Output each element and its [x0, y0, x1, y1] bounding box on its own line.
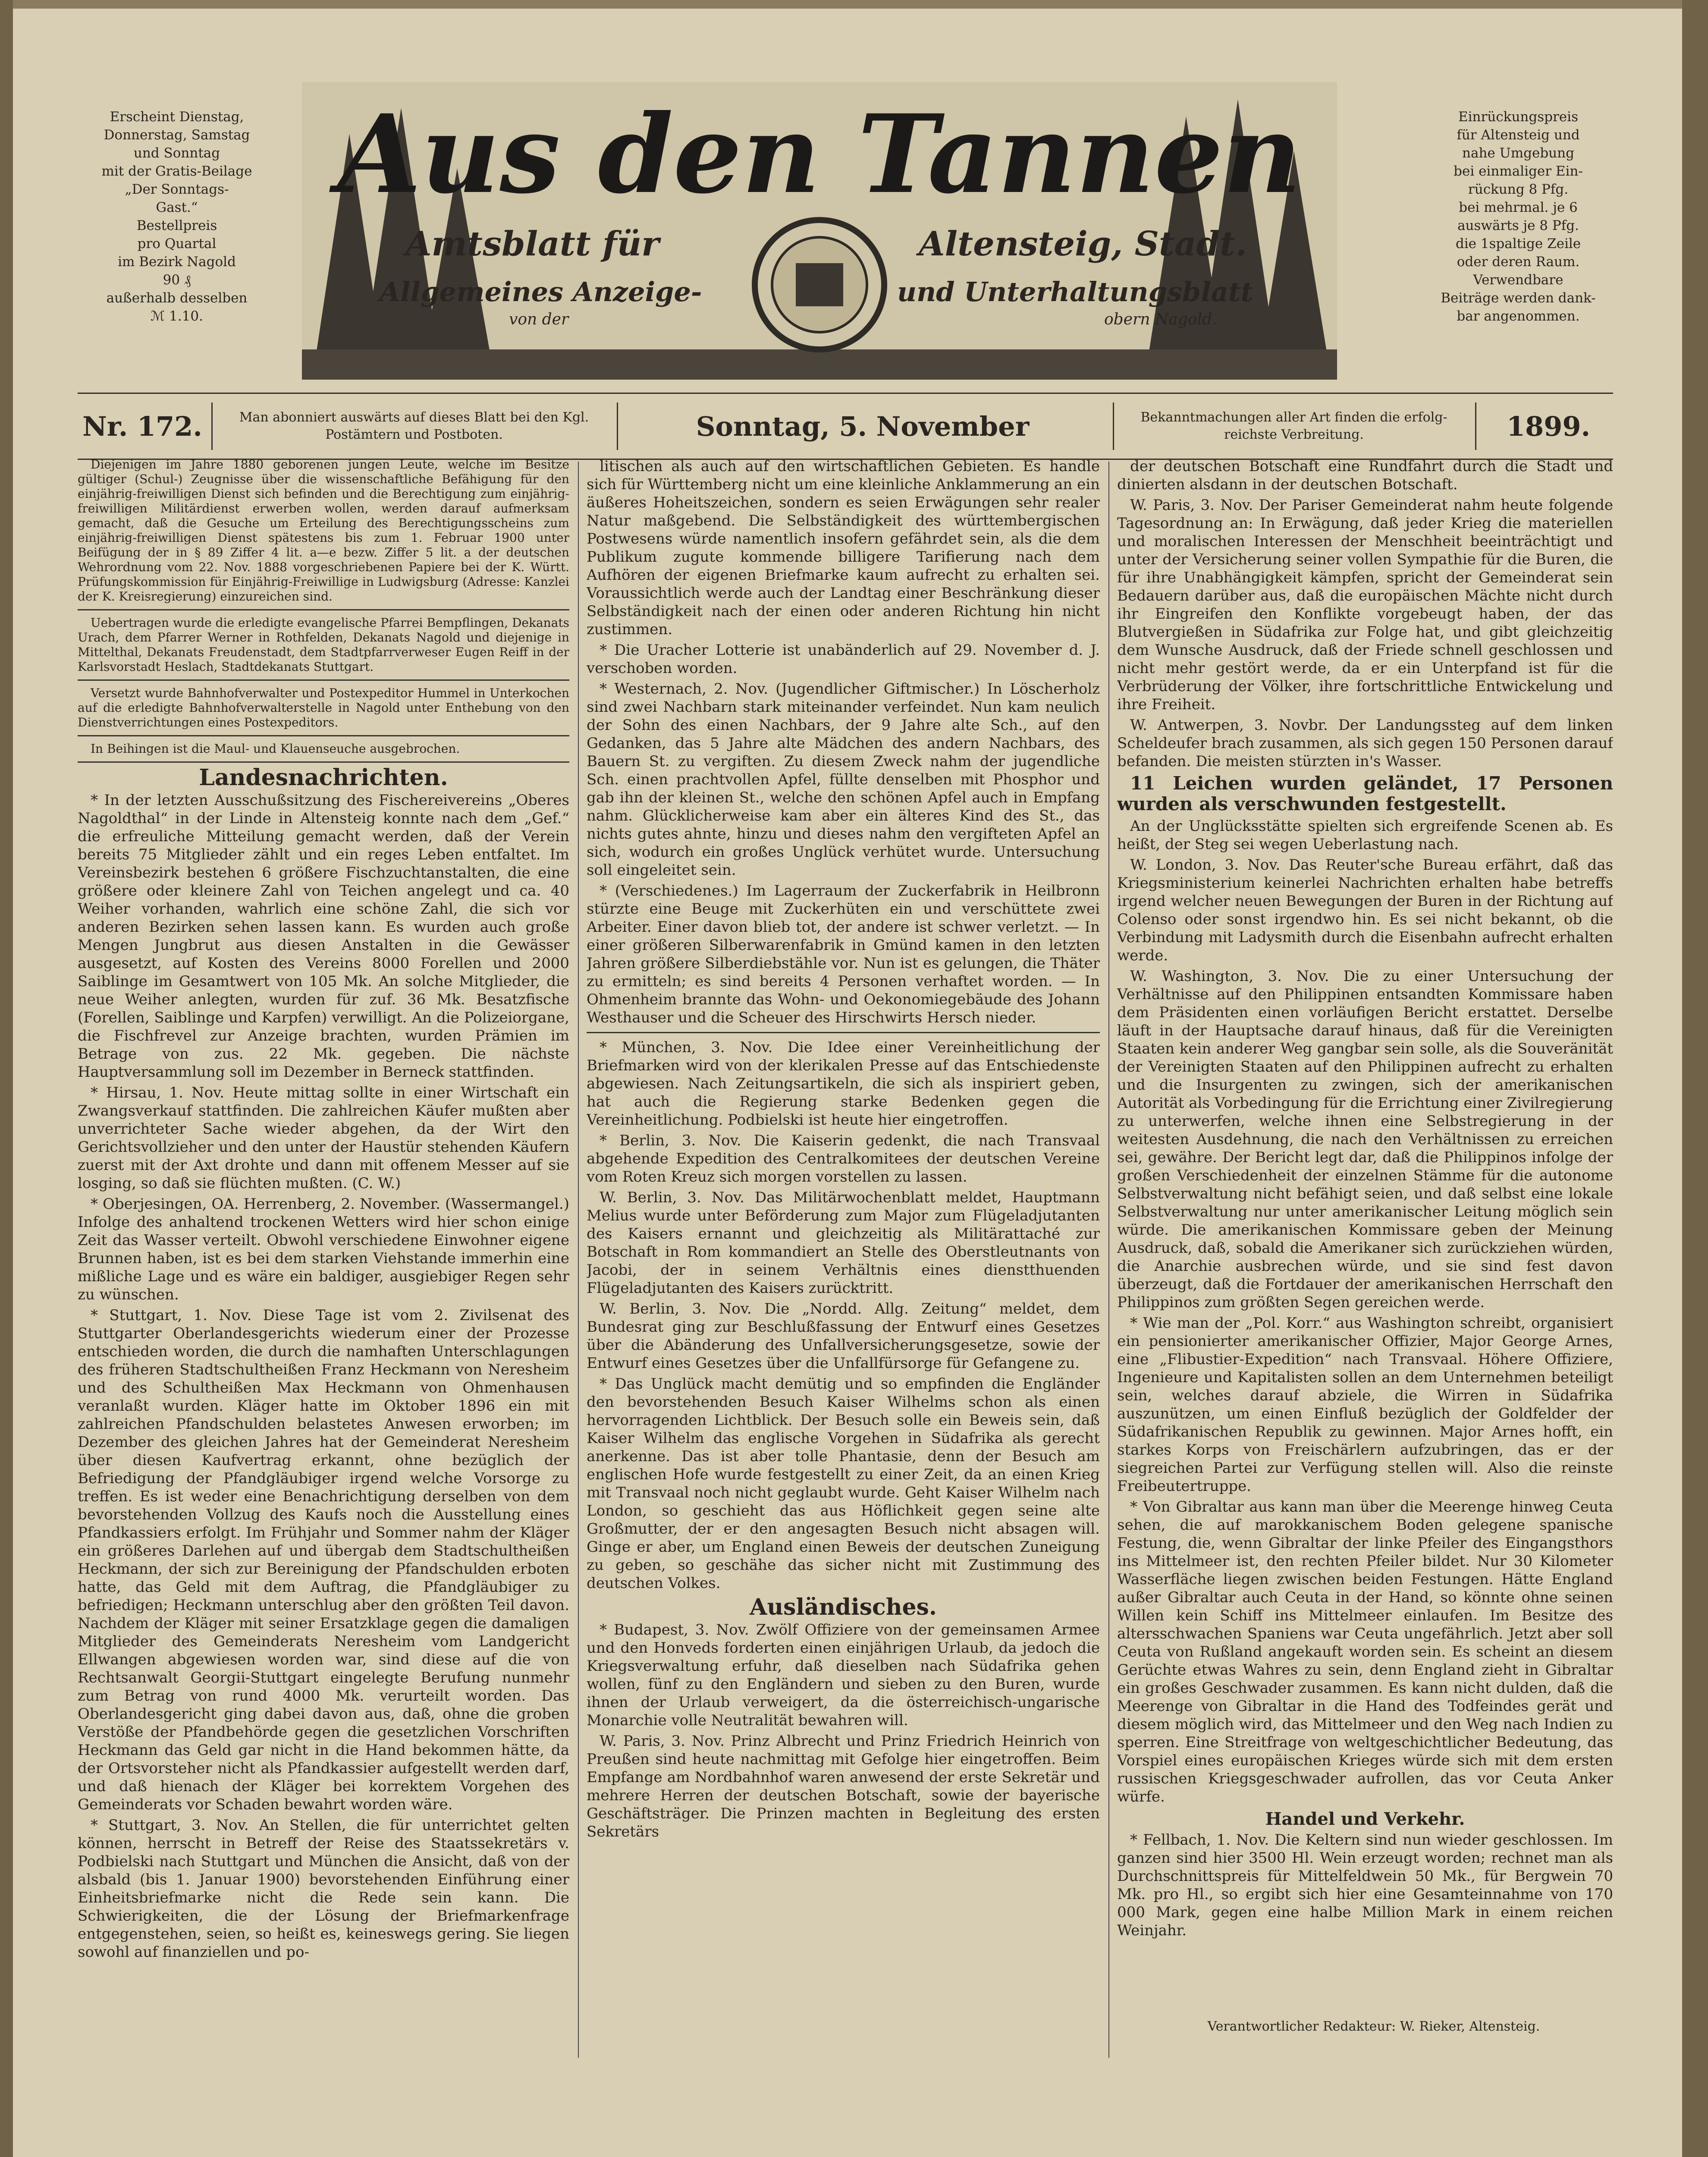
info-line: Gast.“	[156, 200, 198, 215]
subscribe-note: Man abonniert auswärts auf dieses Blatt bei den Kgl. Postämtern und Postboten.	[239, 410, 589, 442]
article-paragraph: * Berlin, 3. Nov. Die Kaiserin gedenkt, die nach Transvaal abgehende Expedition des Centralkomitees der deutschen Vereine vom Roten Kreuz sich morgen vorstellen zu lassen.	[587, 1132, 1100, 1185]
info-line: im Bezirk Nagold	[118, 254, 236, 270]
info-line: pro Quartal	[137, 236, 217, 252]
divider	[1113, 402, 1114, 450]
issue-header-bar	[78, 393, 1613, 460]
article-paragraph: * Stuttgart, 1. Nov. Diese Tage ist vom 2. Zivilsenat des Stuttgarter Oberlandesgerichts wiederum einer der Prozesse entschieden worden, die durch die namhaften Unterschlagungen des früheren Stadtschultheißen Franz Heckmann von Neresheim und des Schultheißen Max Heckmann von Ohmenhausen veranlaßt wurden. Kläger hatte im Oktober 1896 ein mit zahlreichen Pfandschulden belastetes Anwesen erworben; im Dezember des gleichen Jahres hat der Gemeinderat Neresheim über diesen Kaufvertrag erkannt, ohne bezüglich der Befriedigung der Pfandgläubiger irgend welche Vorsorge zu treffen. Es ist weder eine Benachrichtigung derselben von dem bevorstehenden Vollzug des Kaufs noch die Ausstellung eines Pfandkassiers erfolgt. Im Frühjahr und Sommer nahm der Kläger ein größeres Darlehen auf und übergab dem Stadtschultheißen Heckmann, der sich zur Bereinigung der Pfandschulden erboten hatte, das Geld mit dem Auftrag, die Pfandgläubiger zu befriedigen; Heckmann unterschlug aber den größten Teil davon. Nachdem der Kläger mit seiner Ersatzklage gegen die damaligen Mitglieder des Gemeinderats Neresheim vom Landgericht Ellwangen abgewiesen worden war, sind diese auf die von Rechtsanwalt Georgii-Stuttgart eingelegte Berufung nunmehr zum Betrag von rund 4000 Mk. verurteilt worden. Das Oberlandesgericht ging dabei davon aus, daß, ohne die groben Verstöße der Pfandbehörde gegen die gesetzlichen Vorschriften Heckmann das Geld gar nicht in die Hand bekommen hätte, da der Ortsvorsteher nicht als Pfandkassier aufgestellt werden darf, und daß hienach der Kläger bei korrektem Vorgehen des Gemeinderats vor Schaden bewahrt worden wäre.	[78, 1307, 569, 1813]
newspaper-page	[13, 9, 1682, 2157]
info-line: Erscheint Dienstag,	[110, 109, 244, 125]
section-heading: Landesnachrichten.	[199, 764, 448, 791]
article-paragraph: * Budapest, 3. Nov. Zwölf Offiziere von der gemeinsamen Armee und den Honveds forderten einen einjährigen Urlaub, da jedoch die Kriegsverwaltung erfuhr, daß dieselben nach Südafrika gehen wollen, fünf zu den Engländern und sieben zu den Buren, wurde ihnen der Urlaub verweigert, da die österreichisch-ungarische Monarchie volle Neutralität bewahren will.	[587, 1621, 1100, 1729]
masthead-left-info	[82, 108, 272, 325]
issue-year: 1899.	[1506, 410, 1591, 442]
column-rule	[1108, 462, 1109, 2058]
article-paragraph: W. Paris, 3. Nov. Prinz Albrecht und Prinz Friedrich Heinrich von Preußen sind heute nachmittag mit Gefolge hier eingetroffen. Beim Empfange am Nordbahnhof waren anwesend der erste Sekretär und mehrere Herren der deutschen Botschaft, sowie der bayerische Geschäftsträger. Die Prinzen machten in Begleitung des ersten Sekretärs	[587, 1733, 1100, 1840]
article-paragraph: W. Antwerpen, 3. Novbr. Der Landungssteg auf dem linken Scheldeufer brach zusammen, als sich gegen 150 Personen darauf befanden. Die meisten stürzten in's Wasser.	[1117, 717, 1613, 770]
article-paragraph: * Von Gibraltar aus kann man über die Meerenge hinweg Ceuta sehen, die auf marokkanischem Boden gelegene spanische Festung, die, wenn Gibraltar der linke Pfeiler des Eingangsthors ins Mittelmeer ist, den rechten Pfeiler bildet. Nur 30 Kilometer Wasserfläche liegen zwischen beiden Festungen. Hätte England außer Gibraltar auch Ceuta in der Hand, so könnte ohne seinen Willen kein Schiff ins Mittelmeer einlaufen. Im Besitze des altersschwachen Spaniens war Ceuta ungefährlich. Jetzt aber soll Ceuta von Rußland angekauft worden sein. Es scheint an diesem Gerüchte etwas Wahres zu sein, denn England zieht in Gibraltar ein großes Geschwader zusammen. Es kann nicht dulden, daß die Meerenge von Gibraltar in die Hand des Todfeindes gerät und diesem möglich wird, das Mittelmeer und den Weg nach Indien zu sperren. Eine Streitfrage von weltgeschichtlicher Bedeutung, das Vorspiel eines europäischen Krieges würde sich mit dem ersten russischen Kriegsgeschwader aufrollen, das vor Ceuta Anker würfe.	[1117, 1498, 1613, 1805]
info-line: Verwendbare	[1473, 272, 1564, 288]
info-line: mit der Gratis-Beilage	[101, 164, 252, 179]
issue-number: Nr. 172.	[82, 410, 202, 442]
masthead-right-info	[1423, 108, 1613, 325]
rule	[587, 1032, 1100, 1033]
info-line: oder deren Raum.	[1457, 254, 1580, 270]
column-3	[1117, 457, 1613, 2097]
info-line: bar angenommen.	[1457, 308, 1580, 324]
article-paragraph: * Die Uracher Lotterie ist unabänderlich auf 29. November d. J. verschoben worden.	[587, 641, 1100, 677]
newspaper-sheet	[78, 82, 1613, 2157]
info-line: für Altensteig und	[1457, 127, 1580, 143]
masthead-title: Aus den Tannen	[337, 91, 1302, 217]
info-line: „Der Sonntags-	[125, 182, 229, 197]
official-notice: In Beihingen ist die Maul- und Klauenseuche ausgebrochen.	[91, 742, 460, 756]
info-line: außerhalb desselben	[106, 290, 248, 306]
info-line: auswärts je 8 Pfg.	[1457, 218, 1579, 233]
info-line: rückung 8 Pfg.	[1468, 182, 1569, 197]
article-paragraph: * (Verschiedenes.) Im Lagerraum der Zuckerfabrik in Heilbronn stürzte eine Beuge mit Zuckerhüten ein und verschüttete zwei Arbeiter. Einer davon blieb tot, der andere ist schwer verletzt. — In einer größeren Silberwarenfabrik in Gmünd kamen in den letzten Jahren größere Silberdiebstähle vor. Nun ist es gelungen, die Thäter zu ermitteln; es sind bereits 4 Personen verhaftet worden. — In Ohmenheim brannte das Wohn- und Oekonomiegebäude des Johann Westhauser und die Scheuer des Hirschwirts Hersch nieder.	[587, 882, 1100, 1026]
info-line: und Sonntag	[133, 145, 220, 161]
info-line: bei einmaliger Ein-	[1454, 164, 1583, 179]
article-paragraph: * Das Unglück macht demütig und so empfinden die Engländer den bevorstehenden Besuch Kaiser Wilhelms schon als einen hervorragenden Lichtblick. Der Besuch solle ein Beweis sein, daß Kaiser Wilhelm das englische Vorgehen in Südafrika als gerecht anerkenne. Das ist aber tolle Phantasie, denn der Besuch am englischen Hofe wurde festgestellt zu einer Zeit, da an einen Krieg mit Transvaal noch nicht geglaubt wurde. Geht Kaiser Wilhelm nach London, so geschieht das aus Höflichkeit gegen seine alte Großmutter, der er den angesagten Besuch nicht absagen will. Ginge er aber, um England einen Beweis der deutschen Zuneigung zu geben, so geschähe das sicher nicht mit Zustimmung des deutschen Volkes.	[587, 1375, 1100, 1592]
info-line: nahe Umgebung	[1462, 145, 1574, 161]
official-notice: Diejenigen im Jahre 1880 geborenen jungen Leute, welche im Besitze gültiger (Schul-) Zeugnisse über die wissenschaftliche Befähigung für den einjährig-freiwilligen Dienst sich befinden und die Berechtigung zum einjährig-freiwilligen Militärdienst erwerben wollen, werden darauf aufmerksam gemacht, daß die Gesuche um Erteilung des Berechtigungsscheins zum einjährig-freiwilligen Dienst spätestens bis zum 1. Februar 1900 unter Beifügung der in § 89 Ziffer 4 lit. a—e bezw. Ziffer 5 lit. a der deutschen Wehrordnung vom 22. Nov. 1888 vorgeschriebenen Papiere bei der K. Württ. Prüfungskommission für Einjährig-Freiwillige in Ludwigsburg (Adresse: Kanzlei der K. Kreisregierung) einzureichen sind.	[78, 457, 569, 604]
column-rule	[578, 462, 579, 2058]
ads-note: Bekanntmachungen aller Art finden die erfolg-reichste Verbreitung.	[1140, 410, 1447, 442]
official-notice: Uebertragen wurde die erledigte evangelische Pfarrei Bempflingen, Dekanats Urach, dem Pfarrer Werner in Rothfelden, Dekanats Nagold und diejenige in Mittelthal, Dekanats Freudenstadt, dem Stadtpfarrverweser Eugen Reiff in der Karlsvorstadt Heslach, Stadtdekanats Stuttgart.	[78, 616, 569, 674]
official-notice: Versetzt wurde Bahnhofverwalter und Postexpeditor Hummel in Unterkochen auf die erledigte Bahnhofverwalterstelle in Nagold unter Enthebung von den Dienstverrichtungen eines Postexpeditors.	[78, 686, 569, 729]
article-paragraph: * In der letzten Ausschußsitzung des Fischereivereins „Oberes Nagoldthal“ in der Linde in Altensteig konnte nach dem „Gef.“ die erfreuliche Mitteilung gemacht werden, daß der Verein bereits 75 Mitglieder zählt und ein reges Leben entfaltet. Im Vereinsbezirk bestehen 6 größere Fischzuchtanstalten, die eine größere oder kleinere Zahl von Teichen angelegt und ca. 40 Weiher vorhanden, wahrlich eine schöne Zahl, die sich vor anderen Bezirken sehen lassen kann. Es wurden auch große Mengen Jungbrut aus diesen Anstalten in die Gewässer ausgesetzt, auf Kosten des Vereins 8000 Forellen und 2000 Saiblinge im Gesamtwert von 105 Mk. An solche Mitglieder, die neue Weiher anlegten, wurden für zuf. 36 Mk. Besatzfische (Forellen, Saiblinge und Karpfen) verwilligt. An die Polizeiorgane, die Fischfrevel zur Anzeige brachten, wurden Prämien im Betrage von zus. 22 Mk. gegeben. Die nächste Hauptversammlung soll im Dezember in Berneck stattfinden.	[78, 792, 569, 1081]
column-2	[587, 457, 1100, 2097]
binding-right-edge	[1682, 0, 1708, 2157]
section-heading: Ausländisches.	[749, 1594, 937, 1620]
article-paragraph: litischen als auch auf den wirtschaftlichen Gebieten. Es handle sich für Württemberg nicht um eine kleinliche Anklammerung an ein äußeres Hoheitszeichen, sondern es seien Erwägungen sehr realer Natur maßgebend. Die Selbständigkeit des württembergischen Postwesens würde namentlich insofern gefährdet sein, als die dem Publikum zugute kommende billigere Tarifierung nach dem Aufhören der eigenen Briefmarke kaum aufrecht zu erhalten sei. Voraussichtlich werde auch der Landtag einer Beschränkung dieser Selbständigkeit nach der einen oder anderen Richtung hin nicht zustimmen.	[587, 458, 1100, 638]
masthead-von-der: von der	[509, 311, 569, 328]
rule	[78, 761, 569, 763]
section-heading: Handel und Verkehr.	[1265, 1809, 1465, 1829]
issue-date: Sonntag, 5. November	[696, 410, 1030, 442]
article-paragraph: An der Unglücksstätte spielten sich ergreifende Scenen ab. Es heißt, der Steg sei wegen Ueberlastung nach.	[1117, 818, 1613, 853]
divider	[617, 402, 618, 450]
masthead-subtitle-right: Altensteig, Stadt.	[919, 224, 1247, 264]
divider	[211, 402, 213, 450]
article-paragraph: W. London, 3. Nov. Das Reuter'sche Bureau erfährt, daß das Kriegsministerium keinerlei Nachrichten erhalten habe betreffs irgend welcher neuen Bewegungen der Buren in der Richtung auf Colenso oder sonst irgendwo hin. Es sei nicht bekannt, ob die Verbindung mit Ladysmith durch die Eisenbahn aufrecht erhalten werde.	[1117, 856, 1613, 964]
article-paragraph: W. Washington, 3. Nov. Die zu einer Untersuchung der Verhältnisse auf den Philippinen entsandten Kommissare haben dem Präsidenten einen vorläufigen Bericht erstattet. Derselbe läuft in der Hauptsache darauf hinaus, daß für die Vereinigten Staaten kein anderer Weg gangbar sein solle, als die Souveränität der Vereinigten Staaten auf den Philippinen aufrecht zu erhalten und die Insurgenten zu zwingen, sich der amerikanischen Autorität als Vorbedingung für die Errichtung einer Zivilregierung zu unterwerfen, welche ihnen eine Selbstregierung in der weitesten Ausdehnung, die nach den Verhältnissen zu erreichen sei, gewähre. Der Bericht legt dar, daß die Philippinos infolge der großen Verschiedenheit der einzelnen Stämme für die autonome Selbstverwaltung nicht befähigt seien, und daß selbst eine lokale Selbstverwaltung nur unter amerikanischer Leitung möglich sein würde. Die amerikanischen Kommissare geben der Meinung Ausdruck, daß, sobald die Amerikaner sich zurückziehen würden, die Anarchie ausbrechen würde, und sie sind fest davon überzeugt, daß die Fortdauer der amerikanischen Herrschaft den Philippinos zum größten Segen gereichen werde.	[1117, 968, 1613, 1311]
masthead-subtitle-left: Amtsblatt für	[405, 224, 659, 264]
editor-footer: Verantwortlicher Redakteur: W. Rieker, Altensteig.	[1207, 2019, 1540, 2034]
info-line: die 1spaltige Zeile	[1455, 236, 1581, 252]
article-bold-line: 11 Leichen wurden geländet, 17 Personen wurden als verschwunden festgestellt.	[1117, 773, 1613, 814]
rule	[78, 735, 569, 736]
info-line: Bestellpreis	[136, 218, 217, 233]
article-paragraph: * Westernach, 2. Nov. (Jugendlicher Giftmischer.) In Löscherholz sind zwei Nachbarn stark miteinander verfeindet. Nun kam neulich der Sohn des einen Nachbars, der 9 Jahre alte Sch., auf den Gedanken, das 5 Jahre alte Mädchen des andern Nachbars, des Bauern St. zu vergiften. Zu diesem Zweck nahm der jugendliche Sch. einen prachtvollen Apfel, füllte denselben mit Phosphor und gab ihn der kleinen St., welche den schönen Apfel auch in Empfang nahm. Glücklicherweise kam aber ein älteres Kind des St., das nichts gutes ahnte, hinzu und dieses nahm den vergifteten Apfel an sich, wodurch ein großes Unglück verhütet wurde. Untersuchung soll eingeleitet sein.	[587, 680, 1100, 879]
article-paragraph: * Stuttgart, 3. Nov. An Stellen, die für unterrichtet gelten können, herrscht in Betreff der Reise des Staatssekretärs v. Podbielski nach Stuttgart und München die Ansicht, daß von der alsbald (bis 1. Januar 1900) bevorstehenden Einführung einer Einheitsbriefmarke nicht die Rede sein kann. Die Schwierigkeiten, die der Lösung der Briefmarkenfrage entgegenstehen, seien, so heißt es, keineswegs gering. Sie liegen sowohl auf finanziellen und po-	[78, 1817, 569, 1961]
info-line: Beiträge werden dank-	[1441, 290, 1596, 306]
info-line: Einrückungspreis	[1458, 109, 1578, 125]
article-paragraph: W. Paris, 3. Nov. Der Pariser Gemeinderat nahm heute folgende Tagesordnung an: In Erwägung, daß jeder Krieg die materiellen und moralischen Interessen der Menschheit beeinträchtigt und unter der Versicherung seiner vollen Sympathie für die Buren, die für ihre Unabhängigkeit kämpfen, spricht der Gemeinderat sein Bedauern darüber aus, daß die europäischen Mächte nicht durch ihr Eingreifen den Konflikte vorgebeugt haben, der das Blutvergießen in Südafrika zur Folge hat, und gibt gleichzeitig dem Wunsche Ausdruck, daß der Friede schnell geschlossen und nicht mehr gestört werde, da er ein Unterpfand ist für die Verbrüderung der Völker, ihre fortschrittliche Entwickelung und ihre Freiheit.	[1117, 497, 1613, 713]
article-paragraph: W. Berlin, 3. Nov. Das Militärwochenblatt meldet, Hauptmann Melius wurde unter Beförderung zum Major zum Flügeladjutanten des Kaisers ernannt und gleichzeitig als Militärattaché zur Botschaft in Rom kommandiert an Stelle des Oberstleutnants von Jacobi, der in seinem Verhältnis eines dienstthuenden Flügeladjutanten des Kaisers zurücktritt.	[587, 1189, 1100, 1297]
article-paragraph: * München, 3. Nov. Die Idee einer Vereinheitlichung der Briefmarken wird von der klerikalen Presse auf das Entschiedenste abgewiesen. Nach Zeitungsartikeln, die sich als inspiriert geben, hat auch die Regierung starke Bedenken gegen die Vereinheitlichung. Podbielski ist heute hier eingetroffen.	[587, 1039, 1100, 1129]
masthead-subtitle2-left: Allgemeines Anzeige-	[380, 276, 702, 308]
binding-left-edge	[0, 0, 13, 2157]
article-paragraph: * Oberjesingen, OA. Herrenberg, 2. November. (Wassermangel.) Infolge des anhaltend trockenen Wetters wird hier schon einige Zeit das Wasser verteilt. Obwohl verschiedene Einwohner eigene Brunnen haben, ist es bei dem starken Viehstande immerhin eine mißliche Lage und es wäre ein baldiger, ausgiebiger Regen sehr zu wünschen.	[78, 1195, 569, 1303]
info-line: 90 ₰	[163, 272, 191, 288]
rule	[78, 609, 569, 610]
column-1	[78, 457, 569, 2097]
article-paragraph: * Wie man der „Pol. Korr.“ aus Washington schreibt, organisiert ein pensionierter amerikanischer Offizier, Major George Arnes, eine „Flibustier-Expedition“ nach Transvaal. Höhere Offiziere, Ingenieure und Kapitalisten sollen an dem Unternehmen beteiligt sein, welches darauf abziele, die Wirren in Südafrika auszunützen, um einen Einfluß bezüglich der Goldfelder der Südafrikanischen Republik zu gewinnen. Major Arnes hofft, ein starkes Korps von Freischärlern aufzubringen, das er der siegreichen Partei zur Verfügung stellen will. Also die reinste Freibeutertruppe.	[1117, 1314, 1613, 1495]
info-line: bei mehrmal. je 6	[1459, 200, 1578, 215]
masthead-subtitle2-right: und Unterhaltungsblatt	[897, 276, 1253, 308]
info-line: ℳ 1.10.	[151, 308, 203, 324]
masthead-obern-nagold: obern Nagold.	[1104, 311, 1217, 328]
article-paragraph: W. Berlin, 3. Nov. Die „Nordd. Allg. Zeitung“ meldet, dem Bundesrat ging zur Beschlußfassung der Entwurf eines Gesetzes über die Abänderung des Unfallversicherungsgesetze, sowie der Entwurf eines Gesetzes über die Unfallfürsorge für Gefangene zu.	[587, 1300, 1100, 1372]
article-paragraph: der deutschen Botschaft eine Rundfahrt durch die Stadt und dinierten alsdann in der deutschen Botschaft.	[1117, 458, 1613, 493]
article-paragraph: * Hirsau, 1. Nov. Heute mittag sollte in einer Wirtschaft ein Zwangsverkauf stattfinden. Die zahlreichen Käufer mußten aber unverrichteter Sache wieder abgehen, da der Wirt den Gerichtsvollzieher und den unter der Haustür stehenden Käufern zuerst mit der Axt drohte und dann mit offenem Messer auf sie losging, so daß sie flüchten mußten. (C. W.)	[78, 1084, 569, 1192]
divider	[1475, 402, 1476, 450]
info-line: Donnerstag, Samstag	[104, 127, 250, 143]
rule	[78, 679, 569, 681]
article-paragraph: * Fellbach, 1. Nov. Die Keltern sind nun wieder geschlossen. Im ganzen sind hier 3500 Hl. Wein erzeugt worden; rechnet man als Durchschnittspreis für Mittelfeldwein 50 Mk., für Bergwein 70 Mk. pro Hl., so ergibt sich hier eine Gesamteinnahme von 170 000 Mark, gegen eine halbe Million Mark in einem reichen Weinjahr.	[1117, 1831, 1613, 1939]
